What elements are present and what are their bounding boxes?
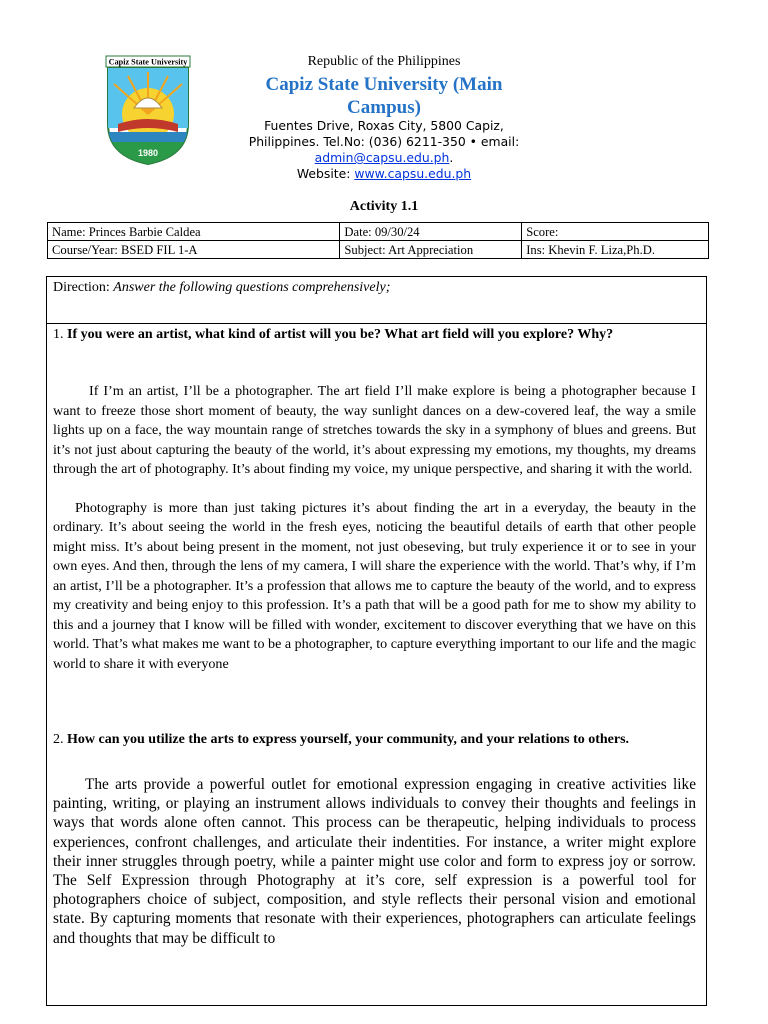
university-logo xyxy=(104,54,192,166)
answers-content xyxy=(47,325,706,948)
score-cell: Score: xyxy=(522,223,709,241)
course-cell: Course/Year: BSED FIL 1-A xyxy=(48,241,340,259)
info-row xyxy=(48,241,709,259)
direction-row xyxy=(47,277,706,324)
date-cell: Date: 09/30/24 xyxy=(340,223,522,241)
direction-text: Answer the following questions comprehensively; xyxy=(113,280,391,295)
website-label: Website: xyxy=(296,166,355,181)
answer-1-paragraph-2: Photography is more than just taking pictures it’s about finding the art in a everyday, the beauty in the ordinary. It’s about seeing the world in the fresh eyes, noticing the beautiful details of earth that other people might miss. It’s about being present in the moment, not just obeseving, but truly experience it or to see in your own eyes. And then, through the lens of my camera, I will share the experience with the world. That’s why, if I’m an artist, I’ll be a photographer. It’s a profession that allows me to capture the beauty of the world, and to express my creativity and being enjoy to this profession. It’s a path that will be a good path for me to show my ability to this and a journey that I know will be filled with wonder, excitement to discover everything that we have on this world. That’s what makes me want to be a photographer, to capture everything important to our life and the magic world to share it with everyone xyxy=(53,499,696,672)
subject-cell: Subject: Art Appreciation xyxy=(340,241,522,259)
student-info-table xyxy=(47,222,709,259)
email-link[interactable]: admin@capsu.edu.ph xyxy=(314,150,450,165)
activity-title: Activity 1.1 xyxy=(349,199,419,214)
logo-year-text: 1980 xyxy=(137,148,159,158)
question-2-text: How can you utilize the arts to express yourself, your community, and your relations to others. xyxy=(67,732,630,747)
address-text: Fuentes Drive, Roxas City, 5800 Capiz, Philippines. Tel.No: (036) 6211-350 • email: xyxy=(248,118,520,149)
info-row xyxy=(48,223,709,241)
email-suffix: . xyxy=(449,150,454,165)
answer-2-paragraph-1: The arts provide a powerful outlet for emotional expression engaging in creative activities like painting, writing, or playing an instrument allows individuals to convey their thoughts and feelings in ways that words alone often cannot. This process can be therapeutic, helping individuals to process experiences, confront challenges, and articulate their indentities. For instance, a writer might explore their inner struggles through poetry, while a painter might use color and form to express joy or sorrow. The Self Expression through Photography at it’s core, self expression is a powerful tool for photographers choice of subject, composition, and style reflects their personal vision and emotional state. By capturing moments that resonate with their experiences, photographers can articulate feelings and thoughts that may be difficult to xyxy=(53,776,696,947)
university-name: Capiz State University (Main Campus) xyxy=(265,74,503,118)
direction-label: Direction: xyxy=(53,280,114,295)
answer-box xyxy=(46,276,707,1006)
republic-heading: Republic of the Philippines xyxy=(307,54,461,69)
website-link[interactable]: www.capsu.edu.ph xyxy=(354,166,472,181)
question-1-number: 1. xyxy=(53,327,67,342)
answer-1-paragraph-1: If I’m an artist, I’ll be a photographer. The art field I’ll make explore is being a photographer because I want to freeze those short moment of beauty, the way sunlight dances on a dew-covered leaf, the way a smile lights up on a face, the way mountain range of stretches towards the sky in a symphony of blues and greens. But it’s not just about capturing the beauty of the world, it’s about expressing my emotions, my thoughts, my dreams through the art of photography. It’s about finding my voice, my unique perspective, and sharing it with the world. xyxy=(53,383,696,477)
university-address xyxy=(232,118,536,182)
question-2 xyxy=(53,730,696,750)
question-1 xyxy=(53,325,696,345)
name-cell: Name: Princes Barbie Caldea xyxy=(48,223,340,241)
logo-title-text: Capiz State University xyxy=(108,57,188,67)
question-2-number: 2. xyxy=(53,732,67,747)
instructor-cell: Ins: Khevin F. Liza,Ph.D. xyxy=(522,241,709,259)
question-1-text: If you were an artist, what kind of artist will you be? What art field will you explore? Why? xyxy=(67,327,614,342)
